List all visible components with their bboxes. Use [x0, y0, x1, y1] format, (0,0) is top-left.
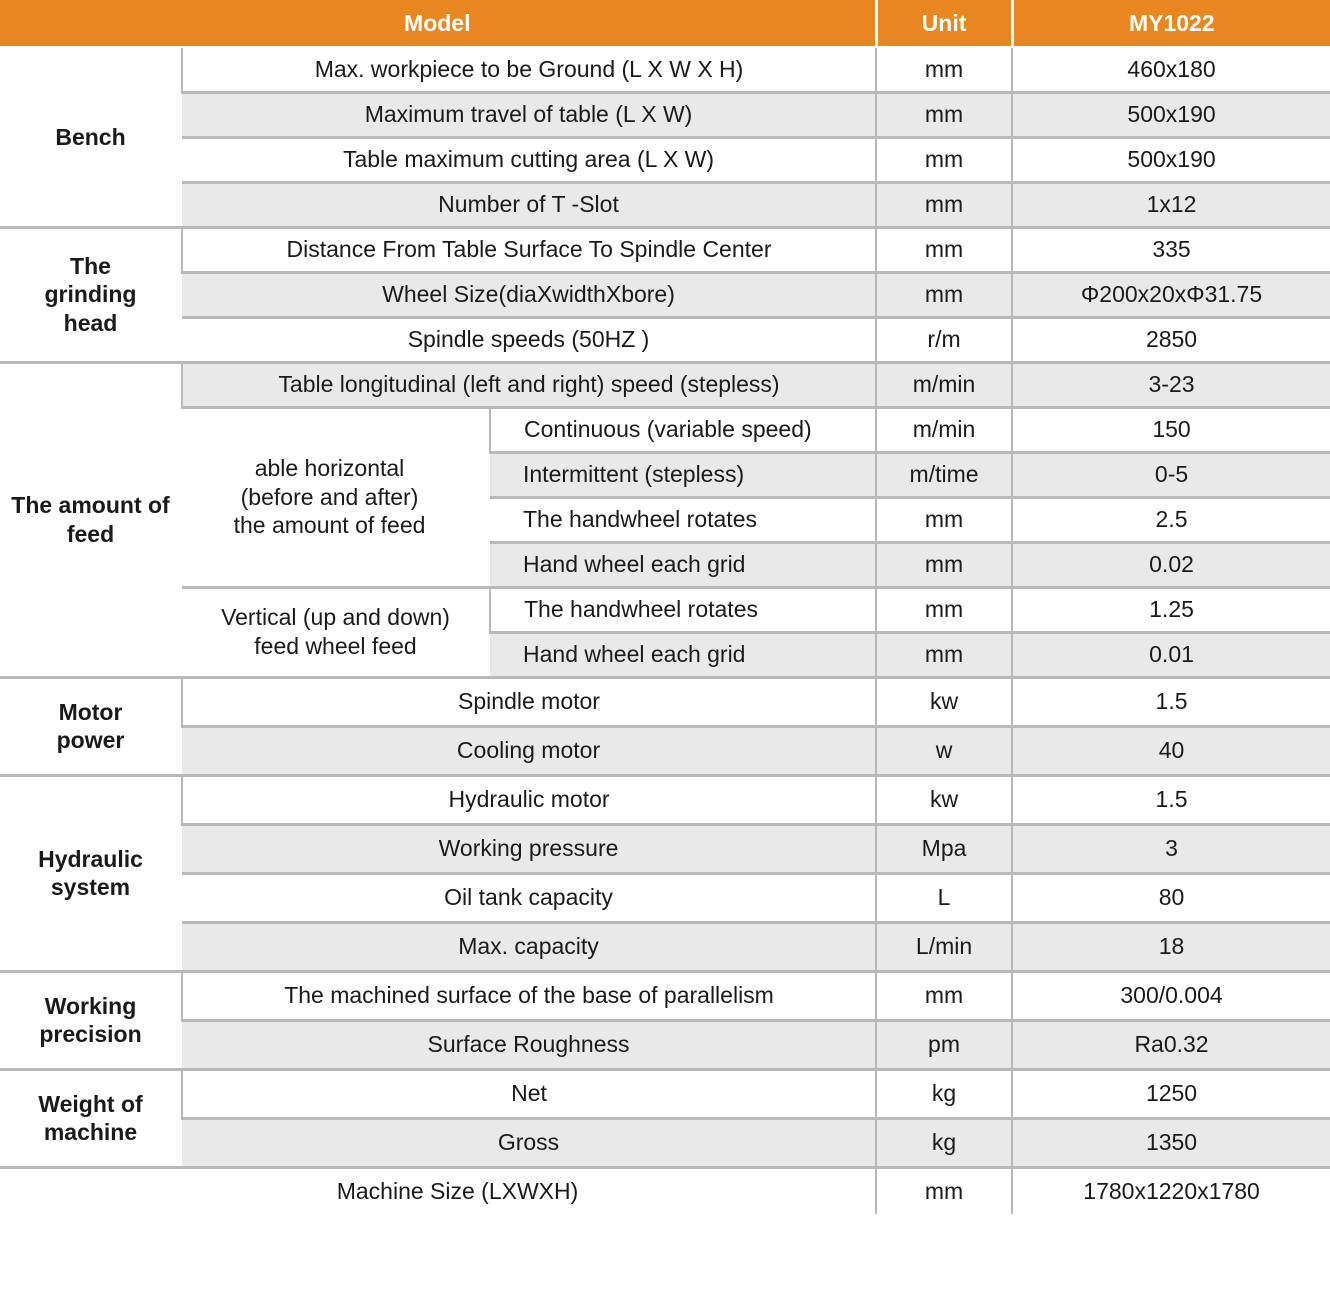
spec-value: 1x12	[1012, 182, 1330, 227]
spec-name: Table longitudinal (left and right) speed (stepless)	[182, 362, 876, 407]
spec-value: Ra0.32	[1012, 1020, 1330, 1069]
spec-name: Max. workpiece to be Ground (L X W X H)	[182, 47, 876, 92]
spec-name: Distance From Table Surface To Spindle Center	[182, 227, 876, 272]
header-row	[0, 0, 1330, 47]
spec-name: The handwheel rotates	[490, 497, 876, 542]
spec-unit: mm	[876, 182, 1012, 227]
table-row	[0, 92, 1330, 137]
table-row	[0, 317, 1330, 362]
spec-unit: w	[876, 726, 1012, 775]
table-row	[0, 587, 1330, 632]
spec-unit: kw	[876, 677, 1012, 726]
spec-name: Net	[182, 1069, 876, 1118]
spec-unit: kw	[876, 775, 1012, 824]
spec-value: 1250	[1012, 1069, 1330, 1118]
spec-unit: mm	[876, 632, 1012, 677]
spec-unit: kg	[876, 1118, 1012, 1167]
table-row	[0, 1167, 1330, 1214]
spec-name: Number of T -Slot	[182, 182, 876, 227]
spec-name: Continuous (variable speed)	[490, 407, 876, 452]
spec-value: 2850	[1012, 317, 1330, 362]
table-row	[0, 873, 1330, 922]
spec-unit: m/time	[876, 452, 1012, 497]
spec-name: Machine Size (LXWXH)	[0, 1167, 876, 1214]
table-row	[0, 726, 1330, 775]
spec-unit: mm	[876, 587, 1012, 632]
spec-value: Φ200x20xΦ31.75	[1012, 272, 1330, 317]
table-row	[0, 1118, 1330, 1167]
spec-value: 18	[1012, 922, 1330, 971]
spec-unit: pm	[876, 1020, 1012, 1069]
spec-value: 1350	[1012, 1118, 1330, 1167]
spec-name: The handwheel rotates	[490, 587, 876, 632]
header-machine: MY1022	[1012, 0, 1330, 47]
spec-unit: L	[876, 873, 1012, 922]
spec-name: Spindle motor	[182, 677, 876, 726]
spec-unit: mm	[876, 1167, 1012, 1214]
table-row	[0, 1020, 1330, 1069]
spec-unit: mm	[876, 137, 1012, 182]
spec-unit: m/min	[876, 407, 1012, 452]
spec-value: 1.25	[1012, 587, 1330, 632]
table-row	[0, 47, 1330, 92]
spec-name: Intermittent (stepless)	[490, 452, 876, 497]
spec-value: 500x190	[1012, 137, 1330, 182]
spec-unit: r/m	[876, 317, 1012, 362]
category-grinding-head: The grinding head	[0, 227, 182, 362]
spec-name: Maximum travel of table (L X W)	[182, 92, 876, 137]
table-row	[0, 137, 1330, 182]
spec-name: Working pressure	[182, 824, 876, 873]
table-row	[0, 227, 1330, 272]
spec-value: 0-5	[1012, 452, 1330, 497]
table-row	[0, 182, 1330, 227]
table-row	[0, 922, 1330, 971]
spec-value: 460x180	[1012, 47, 1330, 92]
spec-value: 40	[1012, 726, 1330, 775]
spec-name: Cooling motor	[182, 726, 876, 775]
spec-value: 80	[1012, 873, 1330, 922]
category-feed: The amount of feed	[0, 362, 182, 677]
header-unit: Unit	[876, 0, 1012, 47]
spec-name: Spindle speeds (50HZ )	[182, 317, 876, 362]
table-row	[0, 775, 1330, 824]
category-motor-power: Motor power	[0, 677, 182, 775]
table-row	[0, 677, 1330, 726]
table-row	[0, 362, 1330, 407]
table-row	[0, 1069, 1330, 1118]
spec-name: Surface Roughness	[182, 1020, 876, 1069]
category-working-precision: Working precision	[0, 971, 182, 1069]
spec-unit: mm	[876, 971, 1012, 1020]
spec-name: Hand wheel each grid	[490, 542, 876, 587]
spec-unit: mm	[876, 227, 1012, 272]
spec-value: 500x190	[1012, 92, 1330, 137]
category-weight: Weight of machine	[0, 1069, 182, 1167]
table-row	[0, 824, 1330, 873]
spec-unit: mm	[876, 92, 1012, 137]
spec-unit: mm	[876, 47, 1012, 92]
category-hydraulic-system: Hydraulic system	[0, 775, 182, 971]
spec-unit: mm	[876, 497, 1012, 542]
spec-value: 0.01	[1012, 632, 1330, 677]
table-row	[0, 272, 1330, 317]
spec-unit: Mpa	[876, 824, 1012, 873]
spec-value: 1.5	[1012, 677, 1330, 726]
spec-value: 3-23	[1012, 362, 1330, 407]
spec-value: 300/0.004	[1012, 971, 1330, 1020]
table-row	[0, 971, 1330, 1020]
category-bench: Bench	[0, 47, 182, 227]
spec-unit: kg	[876, 1069, 1012, 1118]
subgroup-vertical-feed: Vertical (up and down) feed wheel feed	[182, 587, 490, 677]
spec-unit: m/min	[876, 362, 1012, 407]
header-model: Model	[0, 0, 876, 47]
spec-value: 1780x1220x1780	[1012, 1167, 1330, 1214]
spec-value: 2.5	[1012, 497, 1330, 542]
spec-name: Max. capacity	[182, 922, 876, 971]
spec-value: 335	[1012, 227, 1330, 272]
subgroup-horizontal-feed: able horizontal (before and after) the amount of feed	[182, 407, 490, 587]
spec-value: 150	[1012, 407, 1330, 452]
spec-value: 1.5	[1012, 775, 1330, 824]
spec-value: 0.02	[1012, 542, 1330, 587]
spec-value: 3	[1012, 824, 1330, 873]
spec-unit: L/min	[876, 922, 1012, 971]
spec-name: The machined surface of the base of parallelism	[182, 971, 876, 1020]
spec-name: Gross	[182, 1118, 876, 1167]
spec-name: Hand wheel each grid	[490, 632, 876, 677]
spec-unit: mm	[876, 272, 1012, 317]
spec-unit: mm	[876, 542, 1012, 587]
spec-name: Oil tank capacity	[182, 873, 876, 922]
spec-name: Wheel Size(diaXwidthXbore)	[182, 272, 876, 317]
spec-name: Table maximum cutting area (L X W)	[182, 137, 876, 182]
table-row	[0, 407, 1330, 452]
spec-name: Hydraulic motor	[182, 775, 876, 824]
